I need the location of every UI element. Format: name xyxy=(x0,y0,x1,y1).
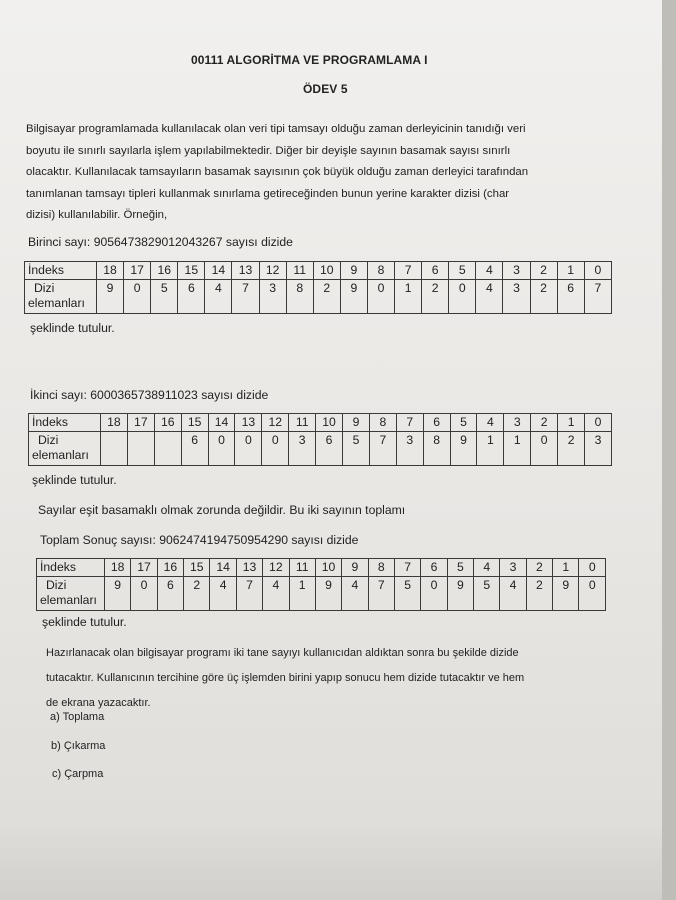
digit-cell: 4 xyxy=(342,577,368,611)
intro-line: tanımlanan tamsayı tipleri kullanmak sınırlama getireceğinden bunun yerine karakter dizisi (char xyxy=(26,187,510,200)
index-cell: 1 xyxy=(553,559,579,577)
index-cell: 16 xyxy=(157,559,183,577)
elements-label xyxy=(29,432,101,466)
sum-caption: Toplam Sonuç sayısı: 9062474194750954290 sayısı dizide xyxy=(40,533,359,547)
index-cell: 6 xyxy=(422,262,449,280)
digit-cell: 1 xyxy=(477,432,504,466)
index-cell: 10 xyxy=(313,262,340,280)
elements-row xyxy=(25,280,612,314)
index-cell: 9 xyxy=(342,559,368,577)
digit-cell: 6 xyxy=(157,577,183,611)
digit-cell: 3 xyxy=(259,280,286,314)
index-cell: 11 xyxy=(286,262,313,280)
intro-line: olacaktır. Kullanılacak tamsayıların basamak sayısının çok büyük olduğu zaman derleyici tarafından xyxy=(26,166,529,178)
digit-cell: 7 xyxy=(232,280,259,314)
index-cell: 0 xyxy=(579,559,606,577)
index-label: İndeks xyxy=(25,262,97,280)
digit-cell: 0 xyxy=(208,432,235,466)
index-cell: 7 xyxy=(394,559,420,577)
index-cell: 4 xyxy=(474,559,500,577)
index-cell: 13 xyxy=(232,262,259,280)
digit-cell: 2 xyxy=(422,280,449,314)
digit-cell: 3 xyxy=(585,432,612,466)
digit-cell: 5 xyxy=(151,280,178,314)
index-row xyxy=(37,559,606,577)
first-number-table xyxy=(24,261,612,314)
digit-cell xyxy=(101,432,128,466)
digit-cell: 8 xyxy=(286,280,313,314)
digit-cell: 5 xyxy=(394,577,420,611)
option-subtraction: b) Çıkarma xyxy=(51,740,106,752)
elements-row xyxy=(37,577,606,611)
digit-cell: 0 xyxy=(235,432,262,466)
index-cell: 1 xyxy=(557,262,584,280)
digit-cell: 5 xyxy=(343,432,370,466)
digit-cell: 4 xyxy=(476,280,503,314)
digit-cell: 0 xyxy=(367,280,394,314)
index-row xyxy=(25,262,612,280)
sum-footer: şeklinde tutulur. xyxy=(42,615,127,629)
first-number-footer: şeklinde tutulur. xyxy=(30,321,115,335)
elements-label xyxy=(25,280,97,314)
index-cell: 18 xyxy=(101,414,128,432)
index-cell: 15 xyxy=(181,414,208,432)
index-cell: 16 xyxy=(151,262,178,280)
option-multiplication: c) Çarpma xyxy=(52,768,104,780)
digit-cell: 7 xyxy=(368,577,394,611)
second-number-table xyxy=(28,413,612,466)
index-cell: 4 xyxy=(476,262,503,280)
intro-line: Bilgisayar programlamada kullanılacak olan veri tipi tamsayı olduğu zaman derleyicinin tanıdığı veri xyxy=(26,123,526,135)
index-cell: 15 xyxy=(178,262,205,280)
elements-label-line: Dizi xyxy=(38,433,59,447)
digit-cell: 6 xyxy=(557,280,584,314)
closing-line: Hazırlanacak olan bilgisayar programı iki tane sayıyı kullanıcıdan aldıktan sonra bu şekilde dizide xyxy=(46,647,519,659)
page-shadow xyxy=(0,820,668,900)
index-cell: 17 xyxy=(127,414,154,432)
first-number-caption: Birinci sayı: 9056473829012043267 sayısı dizide xyxy=(28,235,293,249)
note-text: Sayılar eşit basamaklı olmak zorunda değildir. Bu iki sayının toplamı xyxy=(38,503,406,517)
index-cell: 12 xyxy=(262,414,289,432)
index-cell: 18 xyxy=(97,262,124,280)
digit-cell: 0 xyxy=(262,432,289,466)
digit-cell: 8 xyxy=(423,432,450,466)
digit-cell: 1 xyxy=(504,432,531,466)
digit-cell: 7 xyxy=(236,577,262,611)
index-cell: 3 xyxy=(503,262,530,280)
option-addition: a) Toplama xyxy=(50,711,105,723)
digit-cell: 0 xyxy=(579,577,606,611)
digit-cell: 9 xyxy=(450,432,477,466)
course-title: 00111 ALGORİTMA VE PROGRAMLAMA I xyxy=(191,53,428,67)
index-cell: 14 xyxy=(210,559,236,577)
index-cell: 11 xyxy=(289,559,315,577)
intro-paragraph xyxy=(26,119,528,227)
index-cell: 5 xyxy=(450,414,477,432)
index-cell: 2 xyxy=(531,414,558,432)
digit-cell: 2 xyxy=(530,280,557,314)
index-cell: 2 xyxy=(526,559,552,577)
digit-cell: 3 xyxy=(503,280,530,314)
digit-cell: 0 xyxy=(421,577,447,611)
digit-cell: 0 xyxy=(131,577,157,611)
intro-line: boyutu ile sınırlı sayılarla işlem yapılabilmektedir. Diğer bir deyişle sayının basamak sayısı sınırlı xyxy=(26,144,511,157)
index-cell: 6 xyxy=(421,559,447,577)
digit-cell: 9 xyxy=(447,577,473,611)
index-cell: 13 xyxy=(235,414,262,432)
index-cell: 5 xyxy=(449,262,476,280)
elements-label-line: elemanları xyxy=(40,593,97,607)
digit-cell: 7 xyxy=(369,432,396,466)
digit-cell: 4 xyxy=(263,577,289,611)
index-cell: 11 xyxy=(289,414,316,432)
index-cell: 13 xyxy=(236,559,262,577)
digit-cell: 0 xyxy=(449,280,476,314)
index-label: İndeks xyxy=(29,414,101,432)
intro-line: dizisi) kullanılabilir. Örneğin, xyxy=(26,209,168,221)
closing-line: de ekrana yazacaktır. xyxy=(46,697,151,709)
index-cell: 8 xyxy=(368,559,394,577)
index-cell: 9 xyxy=(343,414,370,432)
digit-cell: 0 xyxy=(531,432,558,466)
digit-cell: 9 xyxy=(315,577,341,611)
digit-cell: 6 xyxy=(181,432,208,466)
index-cell: 5 xyxy=(447,559,473,577)
closing-line: tutacaktır. Kullanıcının tercihine göre üç işlemden birini yapıp sonucu hem dizide tutacaktır ve hem xyxy=(46,672,525,684)
digit-cell: 3 xyxy=(289,432,316,466)
elements-label xyxy=(37,577,105,611)
closing-paragraph xyxy=(46,641,524,716)
index-cell: 10 xyxy=(316,414,343,432)
index-cell: 17 xyxy=(124,262,151,280)
page-edge xyxy=(662,0,676,900)
digit-cell xyxy=(154,432,181,466)
index-cell: 8 xyxy=(367,262,394,280)
index-cell: 3 xyxy=(500,559,526,577)
index-cell: 6 xyxy=(423,414,450,432)
index-cell: 4 xyxy=(477,414,504,432)
index-cell: 18 xyxy=(105,559,131,577)
second-number-caption: İkinci sayı: 6000365738911023 sayısı dizide xyxy=(30,388,269,402)
index-label: İndeks xyxy=(37,559,105,577)
index-cell: 10 xyxy=(315,559,341,577)
digit-cell: 7 xyxy=(584,280,611,314)
digit-cell: 6 xyxy=(178,280,205,314)
index-cell: 2 xyxy=(530,262,557,280)
digit-cell: 4 xyxy=(500,577,526,611)
digit-cell: 9 xyxy=(97,280,124,314)
digit-cell: 2 xyxy=(184,577,210,611)
digit-cell: 1 xyxy=(289,577,315,611)
elements-label-line: elemanları xyxy=(32,448,89,462)
index-cell: 17 xyxy=(131,559,157,577)
digit-cell: 4 xyxy=(210,577,236,611)
digit-cell: 3 xyxy=(396,432,423,466)
index-cell: 15 xyxy=(184,559,210,577)
index-cell: 0 xyxy=(584,262,611,280)
index-cell: 8 xyxy=(369,414,396,432)
digit-cell: 6 xyxy=(316,432,343,466)
digit-cell: 0 xyxy=(124,280,151,314)
digit-cell: 1 xyxy=(395,280,422,314)
digit-cell: 2 xyxy=(558,432,585,466)
elements-label-line: Dizi xyxy=(34,281,55,295)
index-cell: 7 xyxy=(396,414,423,432)
index-cell: 12 xyxy=(259,262,286,280)
digit-cell: 9 xyxy=(340,280,367,314)
elements-label-line: Dizi xyxy=(46,578,67,592)
second-number-footer: şeklinde tutulur. xyxy=(32,473,117,487)
elements-row xyxy=(29,432,612,466)
sum-table xyxy=(36,558,606,611)
index-cell: 3 xyxy=(504,414,531,432)
index-cell: 1 xyxy=(558,414,585,432)
index-cell: 16 xyxy=(154,414,181,432)
index-cell: 9 xyxy=(340,262,367,280)
elements-label-line: elemanları xyxy=(28,296,85,310)
assignment-title: ÖDEV 5 xyxy=(303,82,348,96)
index-cell: 7 xyxy=(395,262,422,280)
digit-cell: 5 xyxy=(474,577,500,611)
index-cell: 0 xyxy=(585,414,612,432)
digit-cell xyxy=(127,432,154,466)
digit-cell: 9 xyxy=(553,577,579,611)
digit-cell: 4 xyxy=(205,280,232,314)
index-cell: 12 xyxy=(263,559,289,577)
index-cell: 14 xyxy=(208,414,235,432)
digit-cell: 2 xyxy=(313,280,340,314)
digit-cell: 2 xyxy=(526,577,552,611)
index-cell: 14 xyxy=(205,262,232,280)
index-row xyxy=(29,414,612,432)
digit-cell: 9 xyxy=(105,577,131,611)
